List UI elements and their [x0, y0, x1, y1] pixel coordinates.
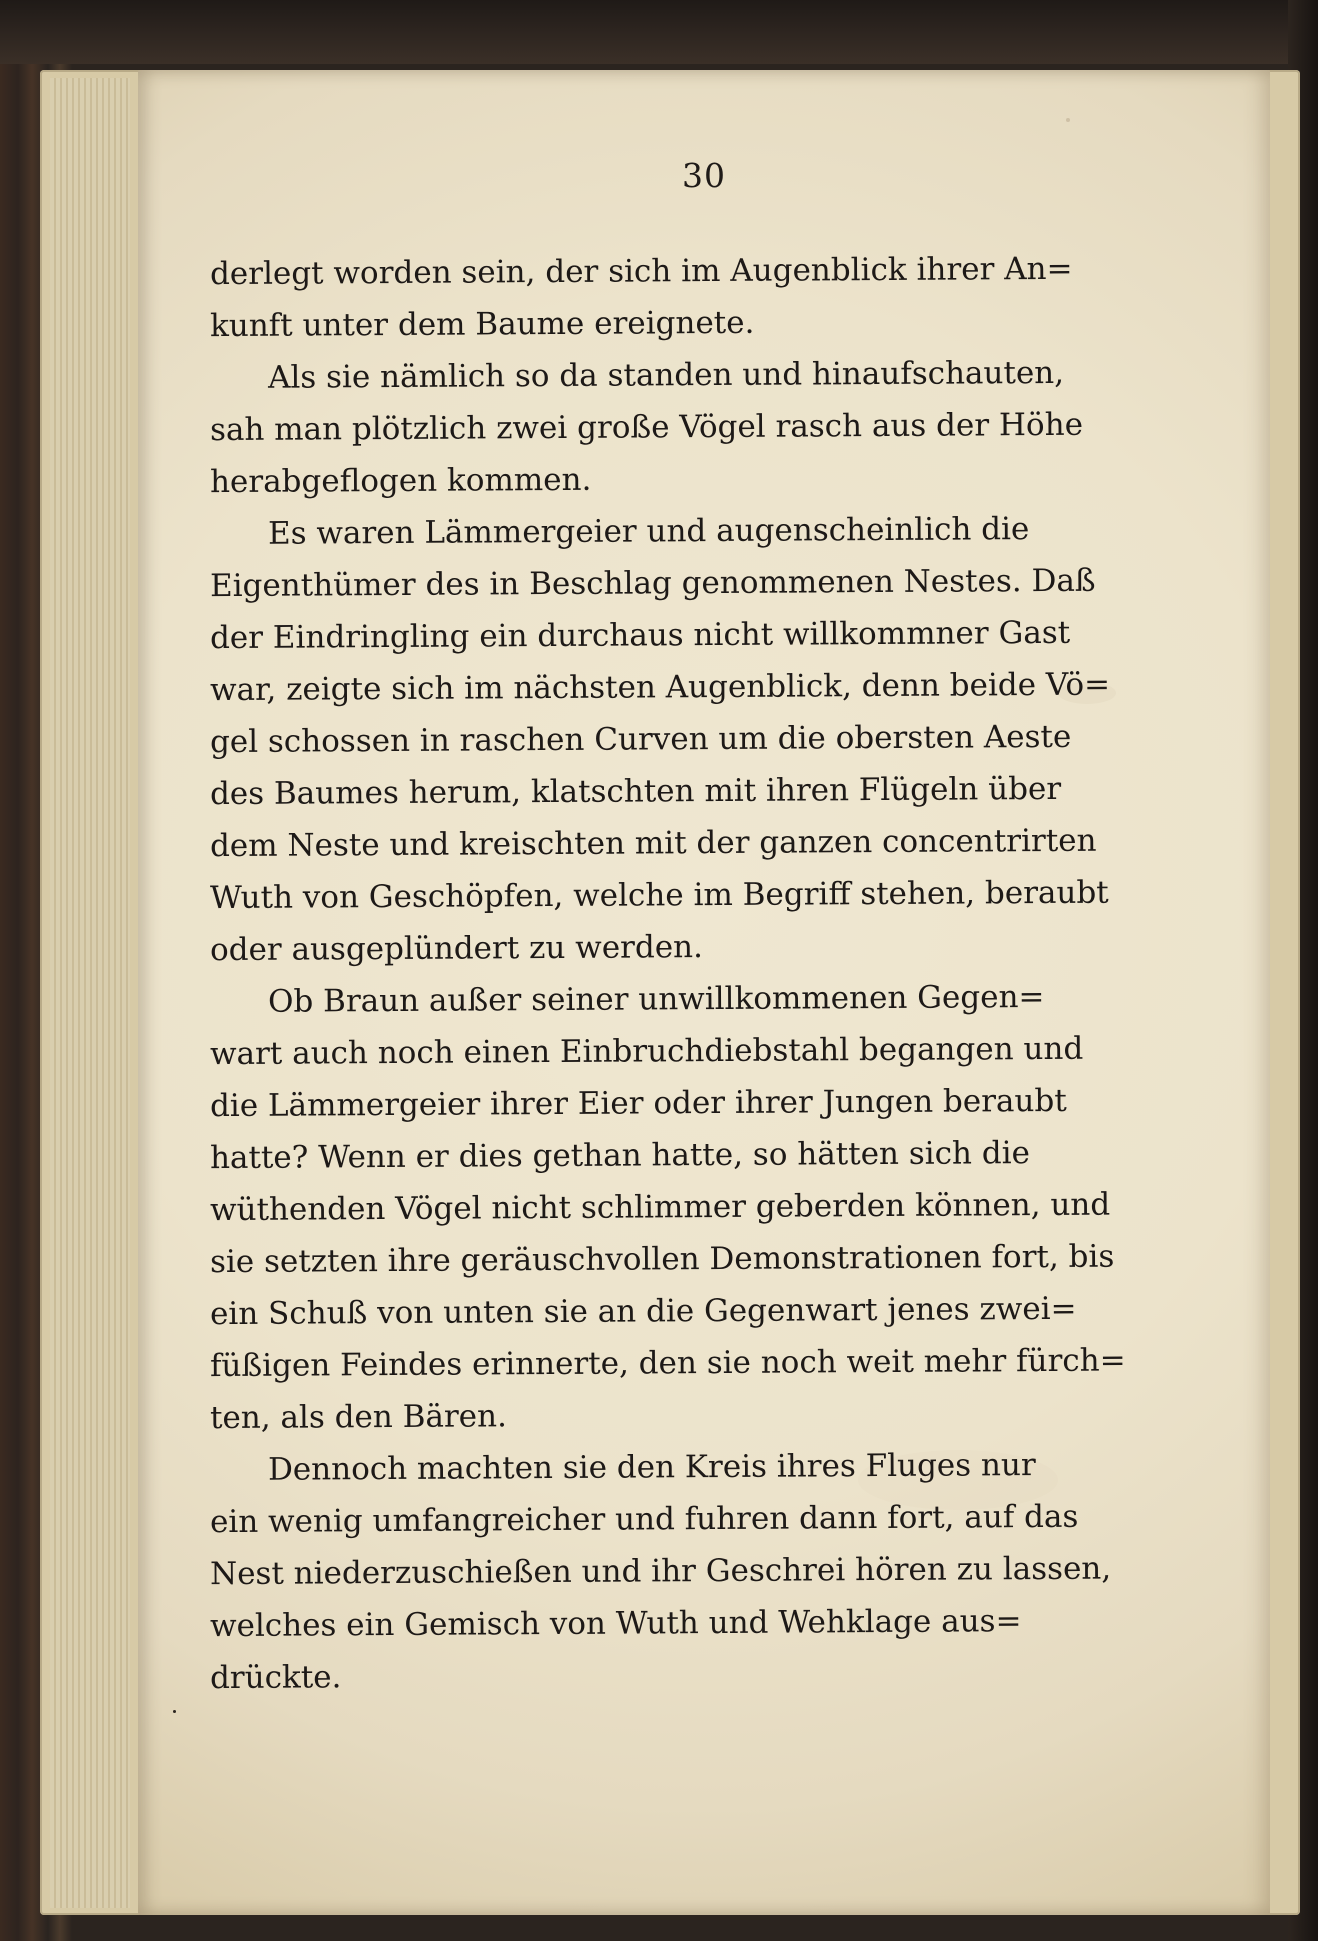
text-line: herabgeflogen kommen. [209, 461, 592, 501]
text-line: war, zeigte sich im nächsten Augenblick, denn beide Vö= [209, 666, 1111, 709]
text-line: füßigen Feindes erinnerte, den sie noch weit mehr fürch= [209, 1342, 1126, 1385]
text-line: drückte. [209, 1659, 342, 1697]
text-line: wart auch noch einen Einbruchdiebstahl begangen und [209, 1030, 1084, 1073]
text-line: hatte? Wenn er dies gethan hatte, so hätten sich die [209, 1135, 1031, 1177]
text-line: die Lämmergeier ihrer Eier oder ihrer Jungen beraubt [209, 1082, 1067, 1125]
book-page [138, 70, 1270, 1915]
text-line: ten, als den Bären. [209, 1398, 508, 1437]
text-line: Eigenthümer des in Beschlag genommenen Nestes. Daß [209, 562, 1096, 605]
text-line: ein wenig umfangreicher und fuhren dann fort, auf das [209, 1498, 1079, 1541]
text-line: Ob Braun außer seiner unwillkommenen Gegen= [267, 979, 1045, 1020]
page-edge-lines [50, 78, 130, 1908]
text-line: sah man plötzlich zwei große Vögel rasch aus der Höhe [209, 406, 1084, 449]
book-cover-top-edge [0, 0, 1318, 64]
text-line: Dennoch machten sie den Kreis ihres Fluges nur [267, 1447, 1036, 1488]
text-line: des Baumes herum, klatschten mit ihren Flügeln über [209, 770, 1062, 813]
text-line: gel schossen in raschen Curven um die obersten Aeste [209, 718, 1072, 761]
text-line: wüthenden Vögel nicht schlimmer geberden können, und [209, 1186, 1111, 1229]
text-line: kunft unter dem Baume ereignete. [209, 304, 755, 345]
text-line: Als sie nämlich so da standen und hinaufschauten, [267, 354, 1065, 396]
text-line: oder ausgeplündert zu werden. [209, 929, 704, 969]
page-number: 30 [682, 156, 726, 195]
text-line: Es waren Lämmergeier und augenscheinlich die [267, 511, 1030, 552]
paper-spot [858, 1450, 1058, 1510]
text-line: sie setzten ihre geräuschvollen Demonstrationen fort, bis [209, 1238, 1115, 1281]
paper-spot [1058, 682, 1116, 704]
text-line: ein Schuß von unten sie an die Gegenwart jenes zwei= [209, 1290, 1077, 1333]
text-line: Wuth von Geschöpfen, welche im Begriff stehen, beraubt [209, 874, 1109, 917]
text-line: der Eindringling ein durchaus nicht willkommner Gast [209, 614, 1071, 657]
paper-spot [1066, 118, 1070, 122]
text-line: derlegt worden sein, der sich im Augenblick ihrer An= [209, 250, 1073, 293]
text-line: Nest niederzuschießen und ihr Geschrei hören zu lassen, [209, 1550, 1112, 1593]
ink-dot [173, 1710, 176, 1713]
text-line: dem Neste und kreischten mit der ganzen concentrirten [209, 822, 1097, 865]
text-line: welches ein Gemisch von Wuth und Wehklage aus= [209, 1603, 1022, 1645]
